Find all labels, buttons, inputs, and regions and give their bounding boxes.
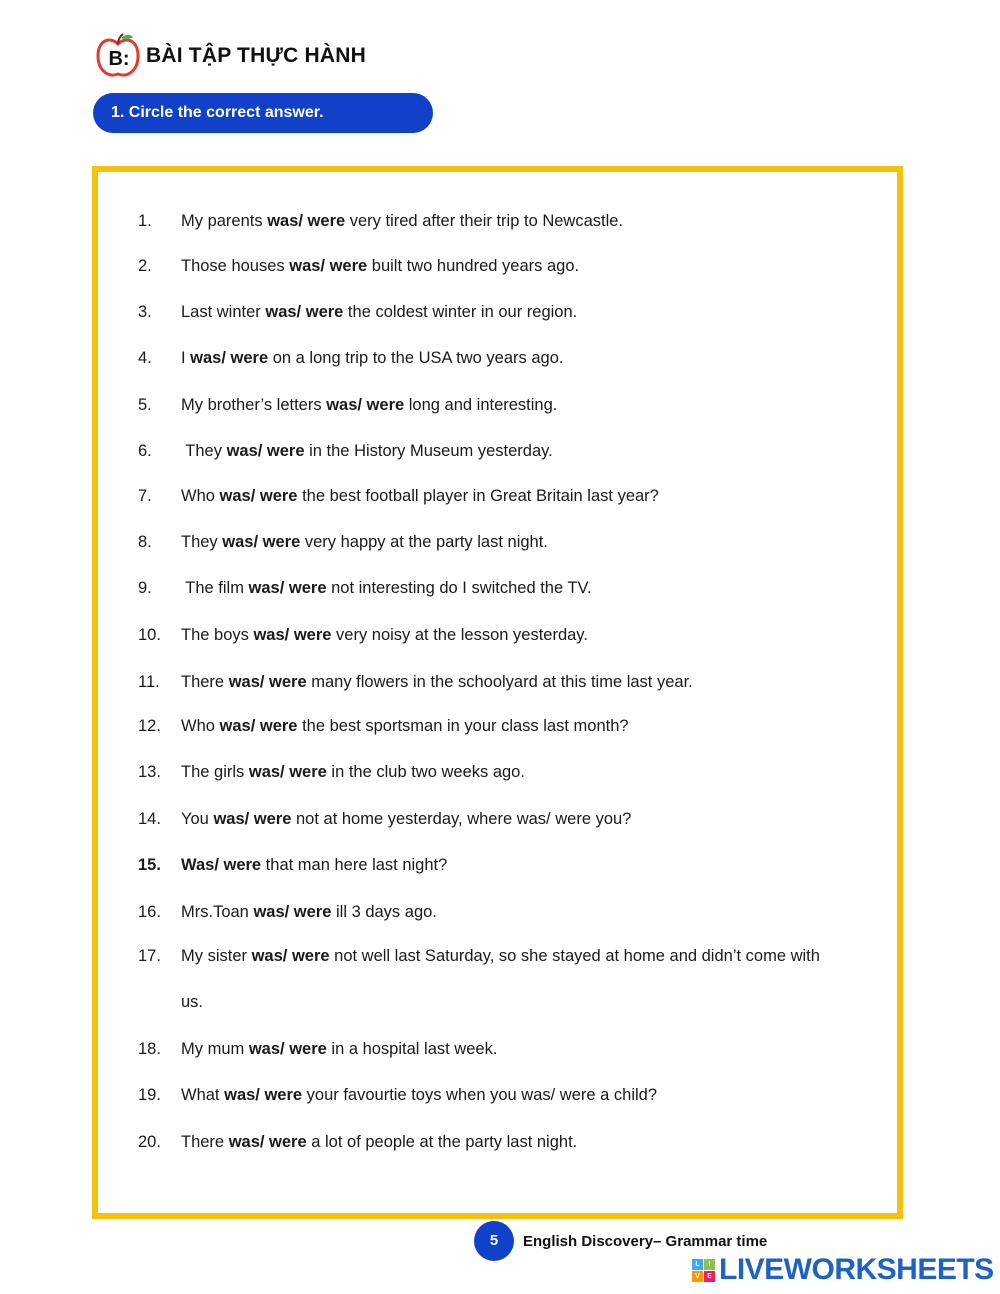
question-text: very tired after their trip to Newcastle. bbox=[345, 212, 624, 230]
answer-choice[interactable]: Was/ were bbox=[181, 856, 262, 874]
question-text: not well last Saturday, so she stayed at home and didn’t come with bbox=[329, 947, 820, 965]
question-number: 15. bbox=[138, 856, 161, 874]
question-text: My sister bbox=[181, 947, 252, 965]
question-number: 7. bbox=[138, 487, 152, 505]
question-number: 19. bbox=[138, 1086, 161, 1104]
question-text: in a hospital last week. bbox=[326, 1040, 498, 1058]
question-text: the coldest winter in our region. bbox=[343, 303, 578, 321]
answer-choice[interactable]: was/ were bbox=[190, 349, 269, 367]
question-text: Last winter bbox=[181, 303, 266, 321]
question-item bbox=[138, 257, 579, 276]
answer-choice[interactable]: was/ were bbox=[226, 442, 305, 460]
question-number: 5. bbox=[138, 396, 152, 414]
answer-choice[interactable]: was/ were bbox=[248, 763, 327, 781]
question-item bbox=[138, 673, 693, 692]
question-item bbox=[138, 442, 553, 461]
question-text: I bbox=[181, 349, 191, 367]
question-text: that man here last night? bbox=[261, 856, 448, 874]
question-item bbox=[138, 1086, 657, 1105]
answer-choice[interactable]: was/ were bbox=[222, 533, 301, 551]
question-text: What bbox=[181, 1086, 225, 1104]
question-item bbox=[138, 1133, 577, 1152]
question-item bbox=[138, 1040, 497, 1059]
question-text: Who bbox=[181, 487, 220, 505]
question-item bbox=[138, 763, 525, 782]
question-item bbox=[138, 856, 447, 875]
question-text: very noisy at the lesson yesterday. bbox=[331, 626, 588, 644]
question-item bbox=[138, 810, 631, 829]
question-number: 8. bbox=[138, 533, 152, 551]
page-number: 5 bbox=[474, 1221, 514, 1261]
question-number: 12. bbox=[138, 717, 161, 735]
question-text: Those houses bbox=[181, 257, 290, 275]
question-text: There bbox=[181, 1133, 229, 1151]
question-text: on a long trip to the USA two years ago. bbox=[268, 349, 564, 367]
logo-cell: L bbox=[692, 1259, 703, 1270]
question-item bbox=[138, 533, 548, 552]
question-text: The girls bbox=[181, 763, 249, 781]
question-number: 2. bbox=[138, 257, 152, 275]
question-number: 20. bbox=[138, 1133, 161, 1151]
question-text: You bbox=[181, 810, 214, 828]
question-text: They bbox=[181, 442, 227, 460]
answer-choice[interactable]: was/ were bbox=[267, 212, 346, 230]
question-number: 17. bbox=[138, 947, 161, 965]
question-text: not at home yesterday, where was/ were you? bbox=[291, 810, 632, 828]
question-item bbox=[138, 579, 592, 598]
question-number: 4. bbox=[138, 349, 152, 367]
answer-choice[interactable]: was/ were bbox=[228, 1133, 307, 1151]
question-number: 16. bbox=[138, 903, 161, 921]
answer-choice[interactable]: was/ were bbox=[251, 947, 330, 965]
footer-title: English Discovery– Grammar time bbox=[523, 1232, 768, 1250]
question-number: 13. bbox=[138, 763, 161, 781]
section-header bbox=[96, 28, 366, 84]
logo-text: LIVEWORKSHEETS bbox=[719, 1253, 994, 1286]
question-text: in the History Museum yesterday. bbox=[304, 442, 553, 460]
question-text: There bbox=[181, 673, 229, 691]
answer-choice[interactable]: was/ were bbox=[289, 257, 368, 275]
answer-choice[interactable]: was/ were bbox=[248, 579, 327, 597]
question-text: They bbox=[181, 533, 223, 551]
question-number: 11. bbox=[138, 673, 160, 691]
question-item bbox=[138, 947, 820, 966]
question-item bbox=[138, 396, 557, 415]
question-text: The film bbox=[181, 579, 249, 597]
question-text: My mum bbox=[181, 1040, 249, 1058]
logo-cell: E bbox=[704, 1271, 715, 1282]
question-text: Mrs.Toan bbox=[181, 903, 254, 921]
question-number: 14. bbox=[138, 810, 161, 828]
question-continuation: us. bbox=[181, 993, 204, 1011]
question-text: The boys bbox=[181, 626, 254, 644]
logo-cell: V bbox=[692, 1271, 703, 1282]
exercise-frame bbox=[92, 166, 903, 1219]
answer-choice[interactable]: was/ were bbox=[228, 673, 307, 691]
answer-choice[interactable]: was/ were bbox=[326, 396, 405, 414]
answer-choice[interactable]: was/ were bbox=[248, 1040, 327, 1058]
question-number: 3. bbox=[138, 303, 152, 321]
answer-choice[interactable]: was/ were bbox=[213, 810, 292, 828]
logo-grid-icon bbox=[692, 1259, 715, 1282]
question-item bbox=[138, 626, 588, 645]
question-item bbox=[138, 717, 629, 736]
question-text: in the club two weeks ago. bbox=[326, 763, 525, 781]
question-number: 10. bbox=[138, 626, 161, 644]
question-number: 9. bbox=[138, 579, 152, 597]
logo-cell: I bbox=[704, 1259, 715, 1270]
apple-icon bbox=[96, 32, 140, 80]
question-text: Who bbox=[181, 717, 220, 735]
section-badge: B: bbox=[108, 48, 130, 70]
question-number: 18. bbox=[138, 1040, 161, 1058]
question-item bbox=[138, 903, 437, 922]
question-text: many flowers in the schoolyard at this time last year. bbox=[306, 673, 693, 691]
question-item bbox=[138, 349, 563, 368]
question-number: 6. bbox=[138, 442, 152, 460]
question-item bbox=[138, 303, 577, 322]
question-text: not interesting do I switched the TV. bbox=[326, 579, 592, 597]
question-text: long and interesting. bbox=[404, 396, 558, 414]
answer-choice[interactable]: was/ were bbox=[253, 903, 332, 921]
answer-choice[interactable]: was/ were bbox=[253, 626, 332, 644]
page-title: BÀI TẬP THỰC HÀNH bbox=[146, 44, 366, 67]
question-item bbox=[138, 212, 623, 231]
question-text: your favourtie toys when you was/ were a child? bbox=[302, 1086, 658, 1104]
question-text: My brother’s letters bbox=[181, 396, 327, 414]
question-item bbox=[138, 487, 659, 506]
answer-choice[interactable]: was/ were bbox=[224, 1086, 303, 1104]
answer-choice[interactable]: was/ were bbox=[265, 303, 344, 321]
question-text: a lot of people at the party last night. bbox=[306, 1133, 578, 1151]
question-text: very happy at the party last night. bbox=[300, 533, 548, 551]
liveworksheets-logo bbox=[692, 1254, 994, 1286]
question-number: 1. bbox=[138, 212, 152, 230]
question-text: ill 3 days ago. bbox=[331, 903, 437, 921]
question-text: My parents bbox=[181, 212, 268, 230]
question-text: built two hundred years ago. bbox=[367, 257, 580, 275]
answer-choice[interactable]: was/ were bbox=[219, 487, 298, 505]
answer-choice[interactable]: was/ were bbox=[219, 717, 298, 735]
instruction-banner: 1. Circle the correct answer. bbox=[93, 93, 433, 133]
question-text: the best sportsman in your class last month? bbox=[297, 717, 629, 735]
question-text: the best football player in Great Britain last year? bbox=[297, 487, 659, 505]
